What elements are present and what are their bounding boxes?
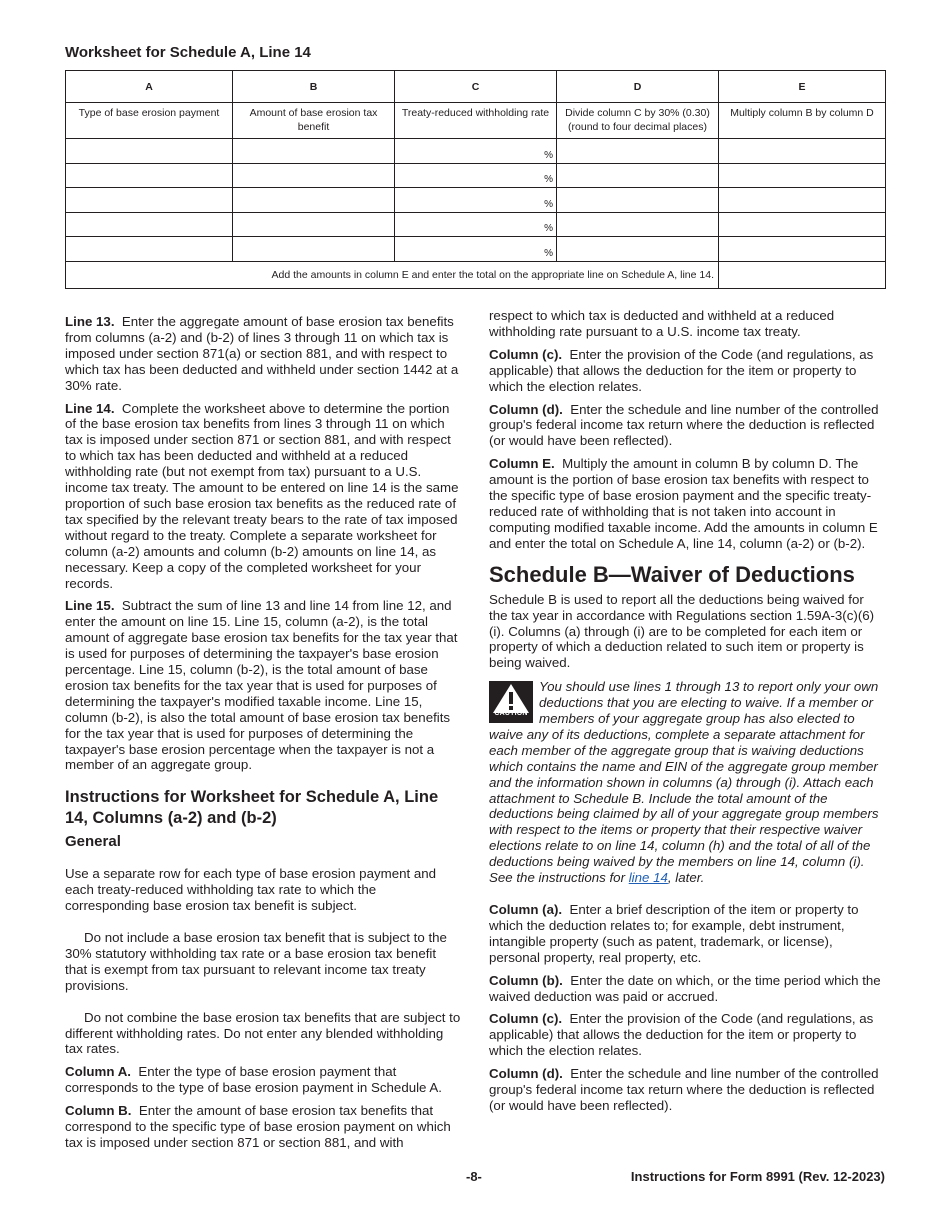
schedule-b-column-c-text: Enter the provision of the Code (and regulations, as applicable) that allows the deduction for the item or property to which the election relates. [489, 1011, 874, 1059]
cell-b[interactable] [233, 237, 395, 262]
schedule-b-column-a-lead: Column (a). [489, 902, 563, 917]
worksheet-row [66, 237, 886, 262]
line-14-link[interactable]: line 14 [628, 870, 668, 886]
column-letter-d: D [557, 71, 719, 103]
total-cell[interactable] [719, 261, 886, 288]
column-a-paragraph [65, 1064, 461, 1096]
caution-text: You should use lines 1 through 13 to report only your own deductions that you are electing to waive. If a member or members of your aggregate group has also elected to waive any of its deductions, complete a separate attachment for each member of the aggregate group that is waiving deductions which contains the name and EIN of the aggregate group member and the information shown in columns (a) through (i). Attach each attachment to Schedule B. Include the total amount of the deductions being claimed by all of your aggregate group members with respect to the items or property that their respective waiver elections relate to on line 14, column (h) and the total of all of the deductions being waived by the members on line 14, column (i). See the instructions for [489, 679, 879, 886]
caution-text-after: , later. [667, 870, 705, 886]
schedule-b-intro: Schedule B is used to report all the deductions being waived for the tax year in accordance with Regulations section 1.59A-3(c)(6)(i). Columns (a) through (i) are to be completed for each item or property of which a deduction related to such item or property is being waived. [489, 591, 875, 671]
schedule-b-column-b-paragraph [489, 973, 885, 1005]
cell-a[interactable] [66, 237, 233, 262]
line14-paragraph [65, 401, 461, 592]
cell-a[interactable] [66, 212, 233, 237]
worksheet-row [66, 212, 886, 237]
schedule-b-column-a-paragraph [489, 902, 885, 966]
schedule-b-column-d-lead: Column (d). [489, 1066, 563, 1082]
instructions-heading: Instructions for Worksheet for Schedule A, Line 14, Columns (a-2) and (b-2) [65, 788, 439, 828]
line15-lead: Line 15. [65, 598, 115, 614]
cell-d[interactable] [557, 212, 719, 237]
schedule-b-column-d-paragraph [489, 1066, 885, 1114]
cell-c[interactable]: % [395, 139, 557, 164]
column-desc-c: Treaty-reduced withholding rate [395, 103, 557, 139]
line15-paragraph [65, 598, 461, 773]
total-label: Add the amounts in column E and enter the total on the appropriate line on Schedule A, line 14. [66, 261, 719, 288]
schedule-b-column-d-text: Enter the schedule and line number of the controlled group's federal income tax return where the deduction is reflected (or would have been reflected). [489, 1066, 879, 1113]
cell-e[interactable] [719, 163, 886, 188]
line14-text: Complete the worksheet above to determine the portion of the base erosion tax benefits from lines 3 through 11 on which tax is imposed under section 871 or section 881, and with respect to which tax has been deducted and withheld at a reduced withholding rate (but not exempt from tax) pursuant to a U.S. income tax treaty. The amount to be entered on line 14 is the same proportion of such base erosion tax benefits as the reduced rate of tax specified by the relevant treaty bears to the rate of tax imposed without regard to the treaty. Complete a separate worksheet for column (a-2) amounts and column (b-2) amounts on line 14, as necessary. Keep a copy of the completed worksheet for your records. [65, 400, 459, 591]
cell-a[interactable] [66, 188, 233, 213]
worksheet-column-descriptions [66, 103, 886, 139]
line14-lead: Line 14. [65, 400, 115, 416]
cell-e[interactable] [719, 237, 886, 262]
caution-icon [489, 681, 533, 723]
column-c-paragraph [489, 347, 885, 395]
general-paragraph-2: Do not include a base erosion tax benefit that is subject to the 30% statutory withholding tax rate or a base erosion tax benefit that is exempt from tax pursuant to relevant income tax treaty provisions. [65, 930, 447, 993]
cell-b[interactable] [233, 139, 395, 164]
cell-c[interactable]: % [395, 237, 557, 262]
column-b-paragraph [65, 1103, 461, 1151]
schedule-b-column-c-lead: Column (c). [489, 1011, 563, 1027]
column-e-lead: Column E. [489, 456, 555, 472]
general-heading: General [65, 833, 121, 851]
line15-text: Subtract the sum of line 13 and line 14 from line 12, and enter the amount on line 15. Line 15, column (a-2), is the total amount of aggregate base erosion tax benefits for the tax year that is used for purposes of determining the taxpayer's base erosion percentage. Line 15, column (b-2), is the total amount of base erosion tax benefits for the tax year that is used for purposes of determining the taxpayer's modified taxable income. Line 15, column (b-2), is also the total amount of base erosion tax benefits for the tax year that is used for purposes of determining the taxpayer's base erosion percentage when the taxpayer is not a member of an aggregate group. [65, 598, 458, 773]
cell-e[interactable] [719, 212, 886, 237]
right-column [489, 308, 885, 1121]
column-b-lead: Column B. [65, 1103, 132, 1119]
cell-d[interactable] [557, 188, 719, 213]
caution-label: CAUTION [494, 710, 528, 718]
column-b-text: Enter the amount of base erosion tax benefits that correspond to the specific type of base erosion payment on which tax is imposed under section 871 or section 881, and with [65, 1103, 451, 1150]
column-d-text: Enter the schedule and line number of the controlled group's federal income tax return where the deduction is reflected (or would have been reflected). [489, 401, 879, 449]
cell-d[interactable] [557, 139, 719, 164]
worksheet-row [66, 139, 886, 164]
worksheet-table [65, 70, 886, 289]
column-a-lead: Column A. [65, 1064, 131, 1080]
cell-d[interactable] [557, 237, 719, 262]
column-b-continued: respect to which tax is deducted and withheld at a reduced withholding rate pursuant to a U.S. income tax treaty. [489, 308, 835, 339]
column-e-text: Multiply the amount in column B by column D. The amount is the portion of base erosion tax benefits with respect to the specific type of base erosion payment and the specific treaty-reduced rate of withholding that is not taken into account in computing modified taxable income. Add the amounts in column E and enter the total on Schedule A, line 14, column (a-2) or (b-2). [489, 456, 878, 551]
general-paragraph-1: Use a separate row for each type of base erosion payment and each treaty-reduced withholding tax rate to which the corresponding base erosion tax benefit is subject. [65, 866, 437, 914]
general-paragraph-3: Do not combine the base erosion tax benefits that are subject to different withholding rates. Do not enter any blended withholding tax rates. [65, 1009, 461, 1057]
schedule-b-column-a-text: Enter a brief description of the item or property to which the deduction relates to; for example, debt instrument, intangible property (such as patent, trademark, or license), personal property, real property, etc. [489, 902, 859, 965]
column-letter-a: A [66, 71, 233, 103]
cell-b[interactable] [233, 163, 395, 188]
cell-b[interactable] [233, 188, 395, 213]
column-a-text: Enter the type of base erosion payment that corresponds to the type of base erosion payment in Schedule A. [65, 1064, 442, 1096]
cell-c[interactable]: % [395, 212, 557, 237]
column-c-lead: Column (c). [489, 346, 563, 362]
column-d-lead: Column (d). [489, 401, 563, 417]
cell-e[interactable] [719, 139, 886, 164]
caution-note [489, 679, 885, 886]
column-letter-b: B [233, 71, 395, 103]
line13-paragraph [65, 314, 461, 394]
worksheet-title: Worksheet for Schedule A, Line 14 [65, 44, 311, 61]
schedule-b-heading: Schedule B—Waiver of Deductions [489, 561, 855, 587]
cell-c[interactable]: % [395, 163, 557, 188]
cell-e[interactable] [719, 188, 886, 213]
cell-a[interactable] [66, 139, 233, 164]
line13-text: Enter the aggregate amount of base erosion tax benefits from columns (a-2) and (b-2) of lines 3 through 11 on which tax is imposed under section 871(a) or section 881, and with respect to which tax has been deducted and withheld under section 1442 at a 30% rate. [65, 314, 459, 393]
cell-b[interactable] [233, 212, 395, 237]
worksheet-row [66, 188, 886, 213]
schedule-b-column-b-lead: Column (b). [489, 972, 563, 988]
column-desc-b: Amount of base erosion tax benefit [233, 103, 395, 139]
cell-d[interactable] [557, 163, 719, 188]
column-c-text: Enter the provision of the Code (and regulations, as applicable) that allows the deduction for the item or property to which the election relates. [489, 346, 874, 394]
column-e-paragraph [489, 456, 885, 551]
column-d-paragraph [489, 402, 885, 450]
left-column [65, 314, 461, 1158]
schedule-b-column-c-paragraph [489, 1011, 885, 1059]
column-letter-c: C [395, 71, 557, 103]
worksheet-total-row [66, 261, 886, 288]
column-desc-e: Multiply column B by column D [719, 103, 886, 139]
page-number: -8- [466, 1169, 482, 1184]
worksheet-column-letters [66, 71, 886, 103]
footer-form-title: Instructions for Form 8991 (Rev. 12-2023) [630, 1169, 885, 1184]
column-letter-e: E [719, 71, 886, 103]
worksheet-row [66, 163, 886, 188]
cell-a[interactable] [66, 163, 233, 188]
schedule-b-column-b-text: Enter the date on which, or the time period which the waived deduction was paid or accrued. [489, 972, 881, 1004]
line13-lead: Line 13. [65, 314, 115, 329]
cell-c[interactable]: % [395, 188, 557, 213]
column-desc-a: Type of base erosion payment [66, 103, 233, 139]
column-desc-d: Divide column C by 30% (0.30) (round to four decimal places) [557, 103, 719, 139]
